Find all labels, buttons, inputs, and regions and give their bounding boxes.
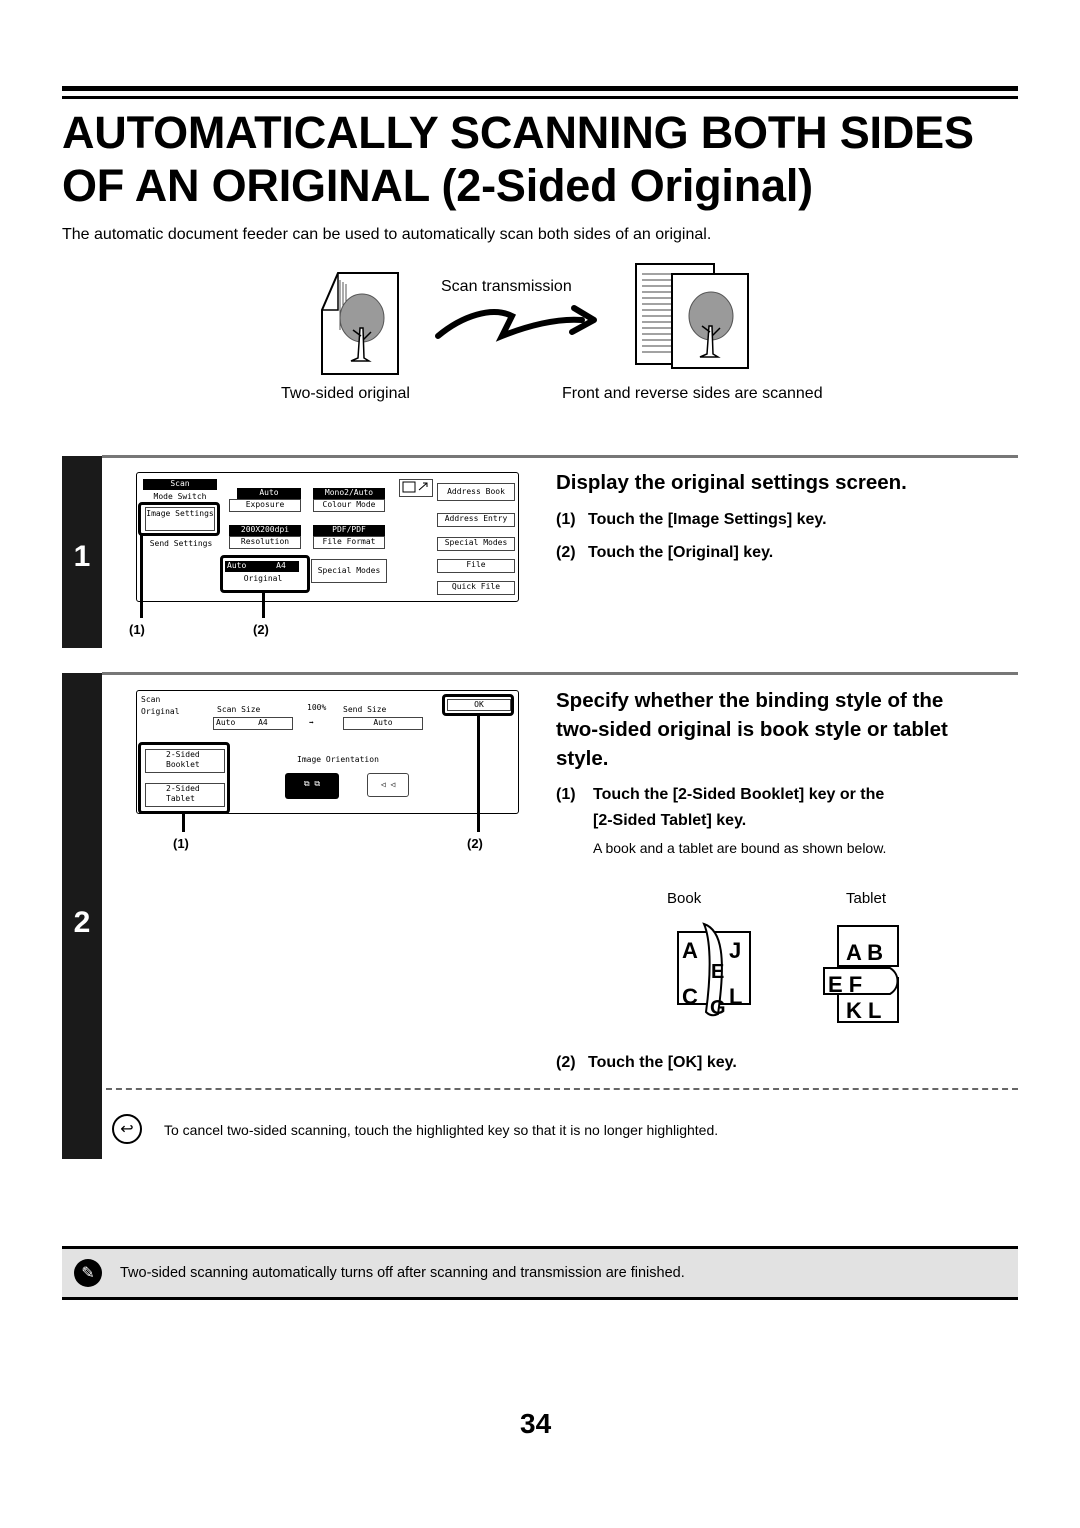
scanned-sides-caption: Front and reverse sides are scanned: [562, 385, 823, 402]
file-key[interactable]: File: [437, 559, 515, 573]
note-box: [62, 1246, 1018, 1300]
top-rule-thin: [62, 96, 1018, 99]
quick-file-key[interactable]: Quick File: [437, 581, 515, 595]
step-2-rule: [102, 672, 1018, 675]
send-size-key[interactable]: Auto: [343, 717, 423, 730]
dashed-separator: [106, 1088, 1018, 1090]
image-orientation-label: Image Orientation: [297, 755, 379, 764]
tablet-letters-kl: K L: [846, 998, 882, 1023]
step-1-number: 1: [73, 540, 91, 573]
step-1-callout-1: (1): [129, 622, 145, 637]
scanned-pages-illustration: [632, 262, 752, 370]
tablet-label: Tablet: [846, 890, 887, 907]
cancel-icon: ↩: [112, 1114, 142, 1144]
step-1-rule: [102, 455, 1018, 458]
callout-1-line: [140, 534, 143, 618]
scan-size-key[interactable]: [213, 717, 293, 730]
step-1-item-2: [556, 540, 773, 566]
ratio-label: 100%: [307, 703, 327, 712]
cancel-note: To cancel two-sided scanning, touch the highlighted key so that it is no longer highlighted.: [164, 1122, 719, 1138]
ok-key[interactable]: OK: [447, 699, 511, 711]
image-settings-panel: [136, 472, 519, 602]
tablet-binding-illustration: [820, 922, 904, 1026]
original-value-left[interactable]: Auto: [225, 561, 263, 572]
tablet-letters-ef: E F: [828, 972, 863, 997]
image-settings-key[interactable]: Image Settings: [145, 507, 215, 531]
send-settings-key[interactable]: Send Settings: [149, 539, 213, 548]
original-highlight: [220, 555, 310, 593]
step-1-item-1-num: (1): [556, 511, 576, 528]
tablet-letters-ab: A B: [846, 940, 884, 965]
two-sided-original-caption: Two-sided original: [281, 385, 410, 402]
callout-2b-line: [477, 714, 480, 832]
page-number: 34: [520, 1408, 552, 1439]
arrow-right-icon: ➡: [309, 718, 314, 727]
book-letter-g: G: [710, 997, 726, 1019]
step-2-callout-2: (2): [467, 836, 483, 851]
image-settings-highlight: [138, 502, 220, 536]
scan-transmission-arrow: [432, 296, 602, 348]
scan-size-a4: A4: [258, 718, 268, 727]
original-value-right[interactable]: A4: [263, 561, 299, 572]
step-2-item-1: [556, 782, 884, 834]
original-label: Original: [141, 707, 180, 716]
file-format-key[interactable]: File Format: [313, 536, 385, 549]
callout-2-line: [262, 592, 265, 618]
step-1-item-2-text: Touch the [Original] key.: [588, 544, 774, 561]
step-2-item-2: [556, 1050, 737, 1076]
scan-label: Scan: [141, 695, 161, 704]
step-2-item-1-line-2: [2-Sided Tablet] key.: [593, 812, 747, 829]
special-modes-right-key[interactable]: Special Modes: [437, 537, 515, 551]
book-letter-j: J: [729, 938, 742, 963]
address-entry-key[interactable]: Address Entry: [437, 513, 515, 527]
scan-transmission-label: Scan transmission: [441, 278, 572, 295]
step-2-heading-line-2: two-sided original is book style or tablet: [556, 718, 948, 741]
special-modes-key[interactable]: Special Modes: [311, 559, 387, 583]
two-sided-original-illustration: [318, 270, 402, 378]
step-2-heading: [556, 686, 948, 773]
scan-icon-key[interactable]: [399, 479, 433, 497]
intro-text: The automatic document feeder can be used to automatically scan both sides of an original.: [62, 226, 712, 243]
book-letter-l: L: [729, 984, 743, 1009]
step-2-number: 2: [73, 906, 91, 939]
send-size-label: Send Size: [343, 705, 387, 714]
colour-mode-key[interactable]: Colour Mode: [313, 499, 385, 512]
ok-highlight: [442, 694, 514, 716]
scan-size-label: Scan Size: [217, 705, 261, 714]
two-sided-booklet-key[interactable]: 2-Sided Booklet: [145, 749, 225, 773]
step-2-item-2-text: Touch the [OK] key.: [588, 1054, 737, 1071]
note-text: Two-sided scanning automatically turns off after scanning and transmission are finished.: [120, 1265, 685, 1281]
title-line-2: OF AN ORIGINAL (2-Sided Original): [62, 160, 813, 211]
address-book-label: Address Book: [447, 487, 505, 496]
colour-mode-value[interactable]: Mono2/Auto: [313, 488, 385, 499]
step-2-heading-line-1: Specify whether the binding style of the: [556, 689, 944, 712]
step-2-item-1-note: A book and a tablet are bound as shown below.: [593, 840, 887, 856]
page-title: [62, 106, 1022, 212]
book-binding-illustration: [674, 918, 758, 1022]
book-letter-e: E: [711, 961, 725, 983]
step-2-item-2-num: (2): [556, 1054, 576, 1071]
address-book-key[interactable]: [437, 483, 515, 501]
book-label: Book: [667, 890, 702, 907]
book-letter-a: A: [682, 938, 698, 963]
step-2-item-1-line-1: Touch the [2-Sided Booklet] key or the: [593, 786, 885, 803]
callout-1b-line: [182, 812, 185, 832]
orientation-portrait-key[interactable]: ⧉ ⧉: [285, 773, 339, 799]
top-rule-thick: [62, 86, 1018, 91]
resolution-value[interactable]: 200X200dpi: [229, 525, 301, 536]
scan-size-auto: Auto: [216, 718, 236, 727]
two-sided-tablet-key[interactable]: 2-Sided Tablet: [145, 783, 225, 807]
step-1-item-2-num: (2): [556, 544, 576, 561]
step-2-heading-line-3: style.: [556, 747, 609, 770]
pencil-icon: ✎: [74, 1259, 102, 1287]
exposure-key[interactable]: Exposure: [229, 499, 301, 512]
step-1-heading: Display the original settings screen.: [556, 471, 907, 494]
step-2-item-1-num: (1): [556, 786, 576, 803]
booklet-tablet-highlight: [138, 742, 230, 814]
step-1-item-1-text: Touch the [Image Settings] key.: [588, 511, 827, 528]
step-2-callout-1: (1): [173, 836, 189, 851]
title-line-1: AUTOMATICALLY SCANNING BOTH SIDES: [62, 107, 974, 158]
resolution-key[interactable]: Resolution: [229, 536, 301, 549]
step-1-callout-2: (2): [253, 622, 269, 637]
scan-tab[interactable]: Scan: [143, 479, 217, 490]
orientation-landscape-key[interactable]: ◁ ◁: [367, 773, 409, 797]
original-key[interactable]: Original: [243, 574, 283, 583]
file-format-value[interactable]: PDF/PDF: [313, 525, 385, 536]
exposure-value[interactable]: Auto: [237, 488, 301, 499]
book-letter-c: C: [682, 984, 698, 1009]
step-1-item-1: [556, 507, 827, 533]
mode-switch-label[interactable]: Mode Switch: [153, 492, 207, 501]
